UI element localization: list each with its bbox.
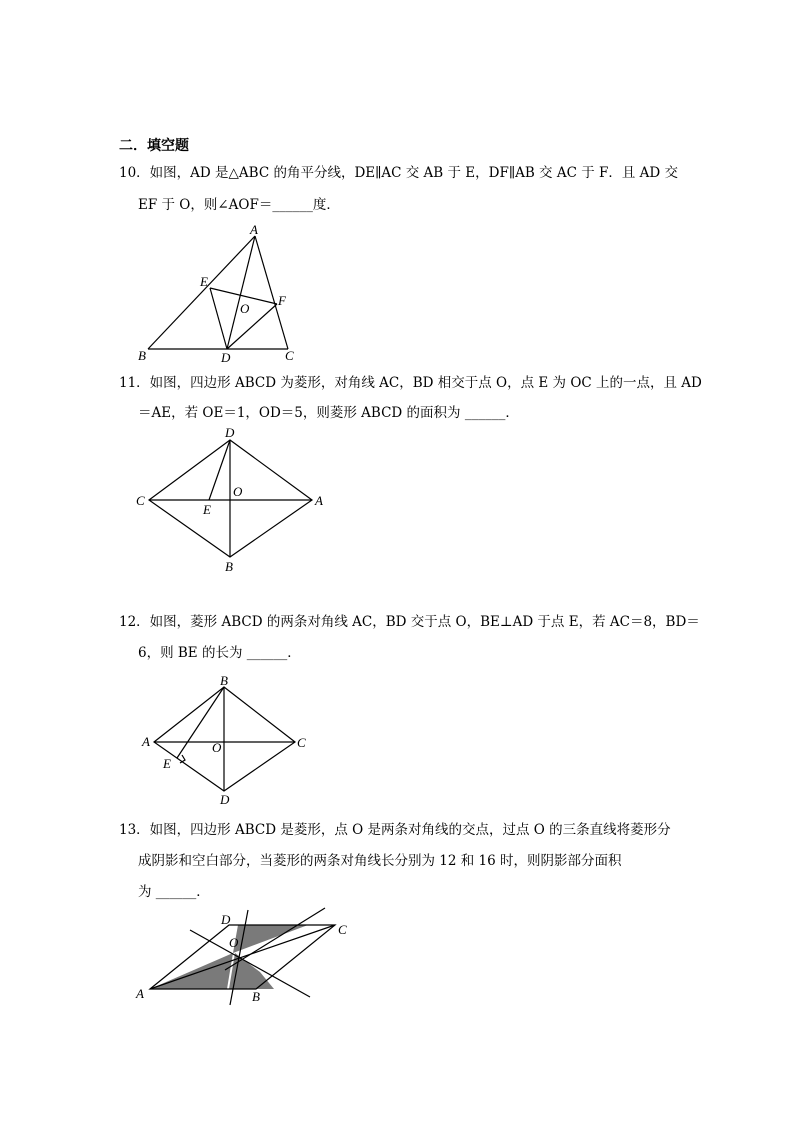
- section-title: 二．填空题: [119, 138, 189, 154]
- label-A: A: [315, 493, 323, 508]
- figure-10-triangle: [130, 222, 310, 367]
- question-13-line-2: 成阴影和空白部分，当菱形的两条对角线长分别为 12 和 16 时，则阴影部分面积: [138, 853, 622, 869]
- label-A: A: [136, 986, 144, 1001]
- question-12-line-2: 6，则 BE 的长为 ______．: [138, 645, 301, 661]
- label-C: C: [285, 348, 294, 363]
- label-B: B: [252, 989, 260, 1004]
- figure-13-shaded-rhombus: [130, 908, 360, 1008]
- label-B: B: [138, 348, 146, 363]
- label-D: D: [220, 792, 230, 807]
- label-D: D: [225, 425, 235, 440]
- label-A: A: [142, 734, 150, 749]
- label-B: B: [220, 673, 228, 688]
- label-D: D: [221, 912, 231, 927]
- label-C: C: [338, 922, 347, 937]
- label-O: O: [229, 935, 239, 950]
- label-O: O: [212, 740, 222, 755]
- question-13-line-1: 13．如图，四边形 ABCD 是菱形，点 O 是两条对角线的交点，过点 O 的三条直线将菱形分: [119, 822, 671, 838]
- figure-12-rhombus: [135, 672, 315, 812]
- label-D: D: [221, 350, 231, 365]
- label-E: E: [200, 274, 208, 289]
- label-O: O: [233, 484, 243, 499]
- label-F: F: [278, 293, 286, 308]
- question-11-line-2: ＝AE，若 OE＝1，OD＝5，则菱形 ABCD 的面积为 ______．: [138, 405, 519, 421]
- question-10-line-1: 10．如图，AD 是△ABC 的角平分线，DE∥AC 交 AB 于 E，DF∥AB 交 AC 于 F．且 AD 交: [119, 165, 679, 181]
- figure-11-rhombus: [132, 424, 332, 574]
- question-12-line-1: 12．如图，菱形 ABCD 的两条对角线 AC，BD 交于点 O，BE⊥AD 于点 E，若 AC＝8，BD＝: [119, 614, 700, 630]
- label-E: E: [203, 502, 211, 517]
- label-A: A: [250, 222, 258, 237]
- question-13-line-3: 为 ______．: [138, 884, 210, 900]
- question-11-line-1: 11．如图，四边形 ABCD 为菱形，对角线 AC，BD 相交于点 O，点 E 为 OC 上的一点，且 AD: [119, 375, 702, 391]
- label-O: O: [240, 301, 250, 316]
- question-10-line-2: EF 于 O，则∠AOF＝______度．: [138, 197, 340, 213]
- label-B: B: [225, 559, 233, 574]
- label-C: C: [297, 735, 306, 750]
- label-C: C: [136, 493, 145, 508]
- label-E: E: [163, 756, 171, 771]
